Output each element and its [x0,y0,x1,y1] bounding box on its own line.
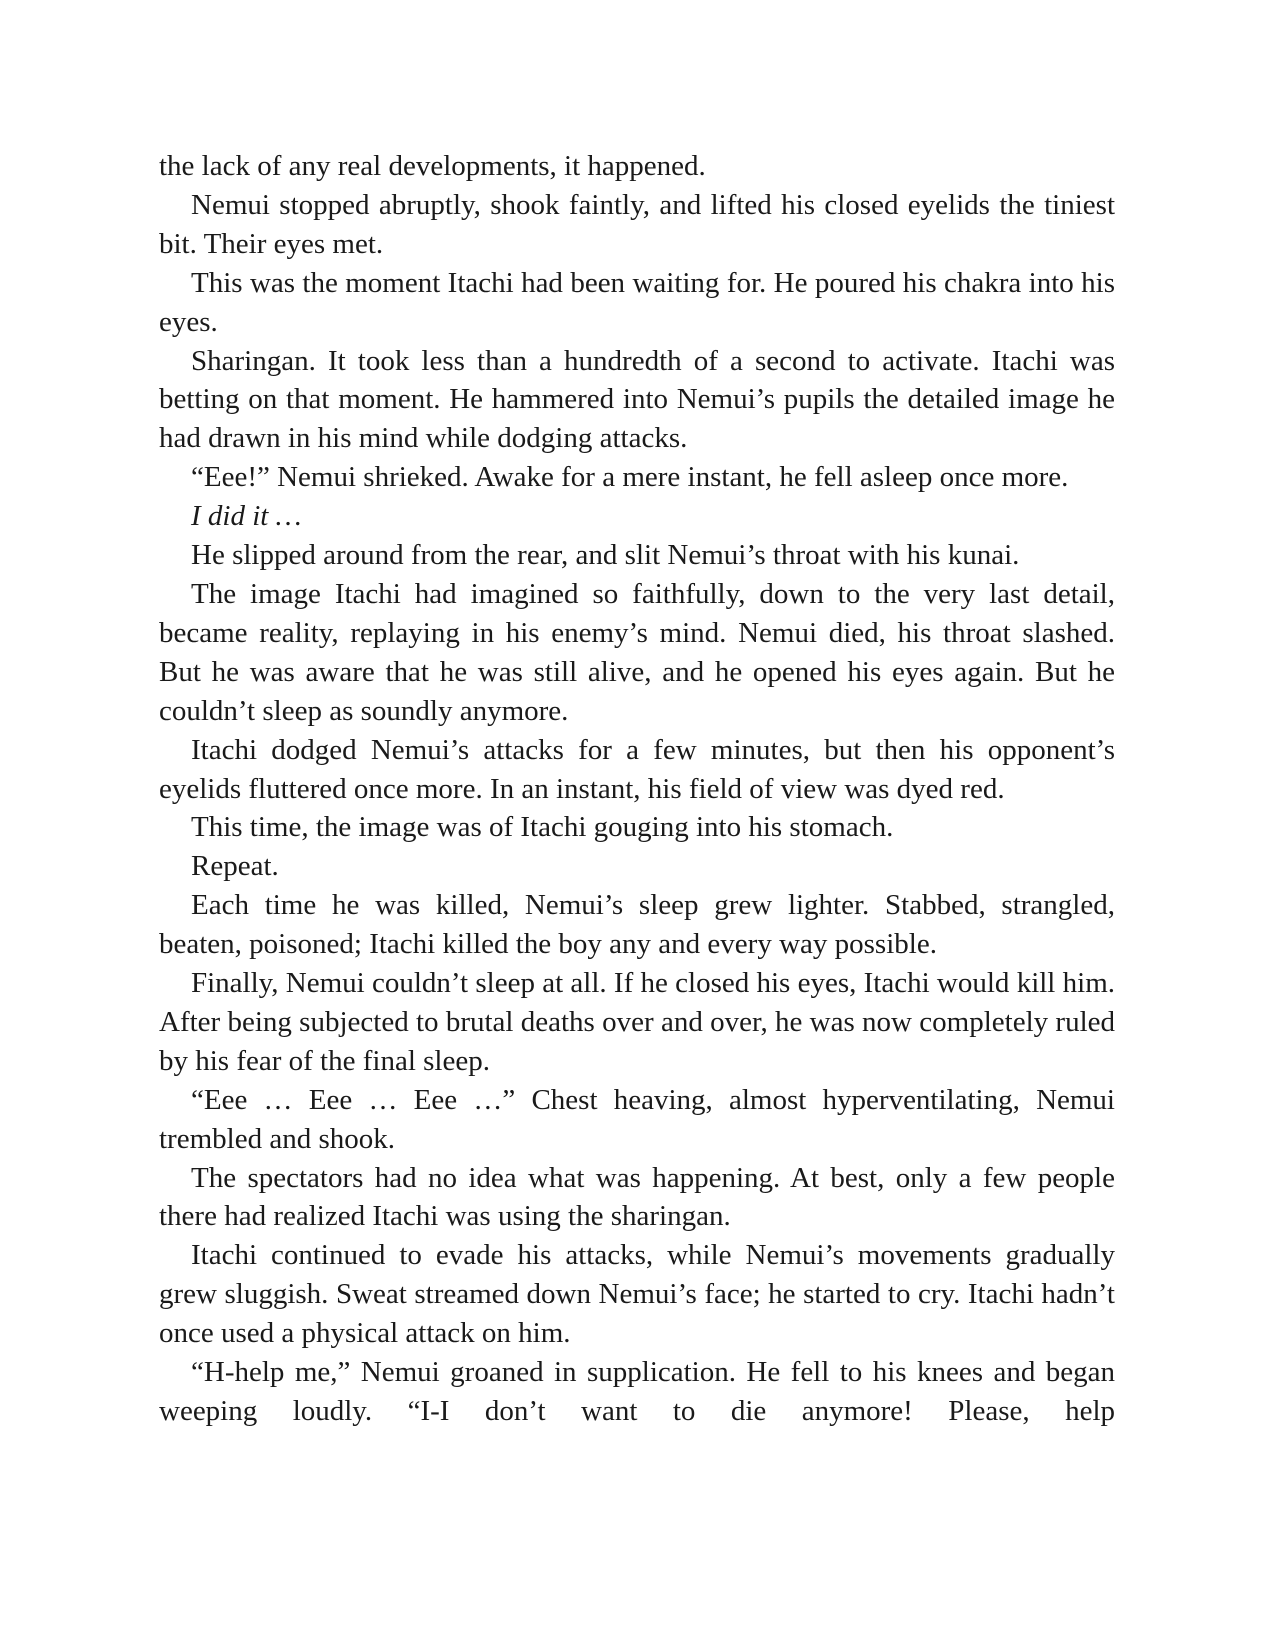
paragraph: Itachi dodged Nemui’s attacks for a few minutes, but then his opponent’s eyelids fluttered once more. In an instant, his field of view was dyed red. [159,733,1115,805]
paragraph: Sharingan. It took less than a hundredth of a second to activate. Itachi was betting on that moment. He hammered into Nemui’s pupils the detailed image he had drawn in his mind while dodging attacks. [159,344,1115,455]
paragraph: Nemui stopped abruptly, shook faintly, and lifted his closed eyelids the tiniest bit. Their eyes met. [159,188,1115,260]
paragraph: “Eee … Eee … Eee …” Chest heaving, almost hyperventilating, Nemui trembled and shook. [159,1083,1115,1155]
paragraph: Itachi continued to evade his attacks, while Nemui’s movements gradually grew sluggish. Sweat streamed down Nemui’s face; he started to cry. Itachi hadn’t once used a physical attack on him. [159,1239,1115,1350]
paragraph: This was the moment Itachi had been waiting for. He poured his chakra into his eyes. [159,266,1115,338]
paragraph: The image Itachi had imagined so faithfully, down to the very last detail, became reality, replaying in his enemy’s mind. Nemui died, his throat slashed. But he was aware that he was still alive, and he opened his eyes again. But he couldn’t sleep as soundly anymore. [159,577,1115,727]
paragraph-continues-next-page: “H-help me,” Nemui groaned in supplication. He fell to his knees and began weeping loudly. “I-I don’t want to die anymore! Please, help [159,1356,1115,1427]
body-text [159,147,1115,1431]
paragraph: Each time he was killed, Nemui’s sleep grew lighter. Stabbed, strangled, beaten, poisoned; Itachi killed the boy any and every way possible. [159,889,1115,961]
paragraph: Finally, Nemui couldn’t sleep at all. If he closed his eyes, Itachi would kill him. After being subjected to brutal deaths over and over, he was now completely ruled by his fear of the final sleep. [159,967,1115,1077]
paragraph: This time, the image was of Itachi gouging into his stomach. [191,811,894,844]
paragraph: The spectators had no idea what was happening. At best, only a few people there had realized Itachi was using the sharingan. [159,1161,1115,1233]
paragraph-continued: the lack of any real developments, it happened. [159,150,706,182]
paragraph: “Eee!” Nemui shrieked. Awake for a mere instant, he fell asleep once more. [191,461,1069,494]
paragraph: He slipped around from the rear, and slit Nemui’s throat with his kunai. [191,539,1020,572]
paragraph: Repeat. [191,850,279,883]
paragraph-italic-thought: I did it … [191,500,302,533]
